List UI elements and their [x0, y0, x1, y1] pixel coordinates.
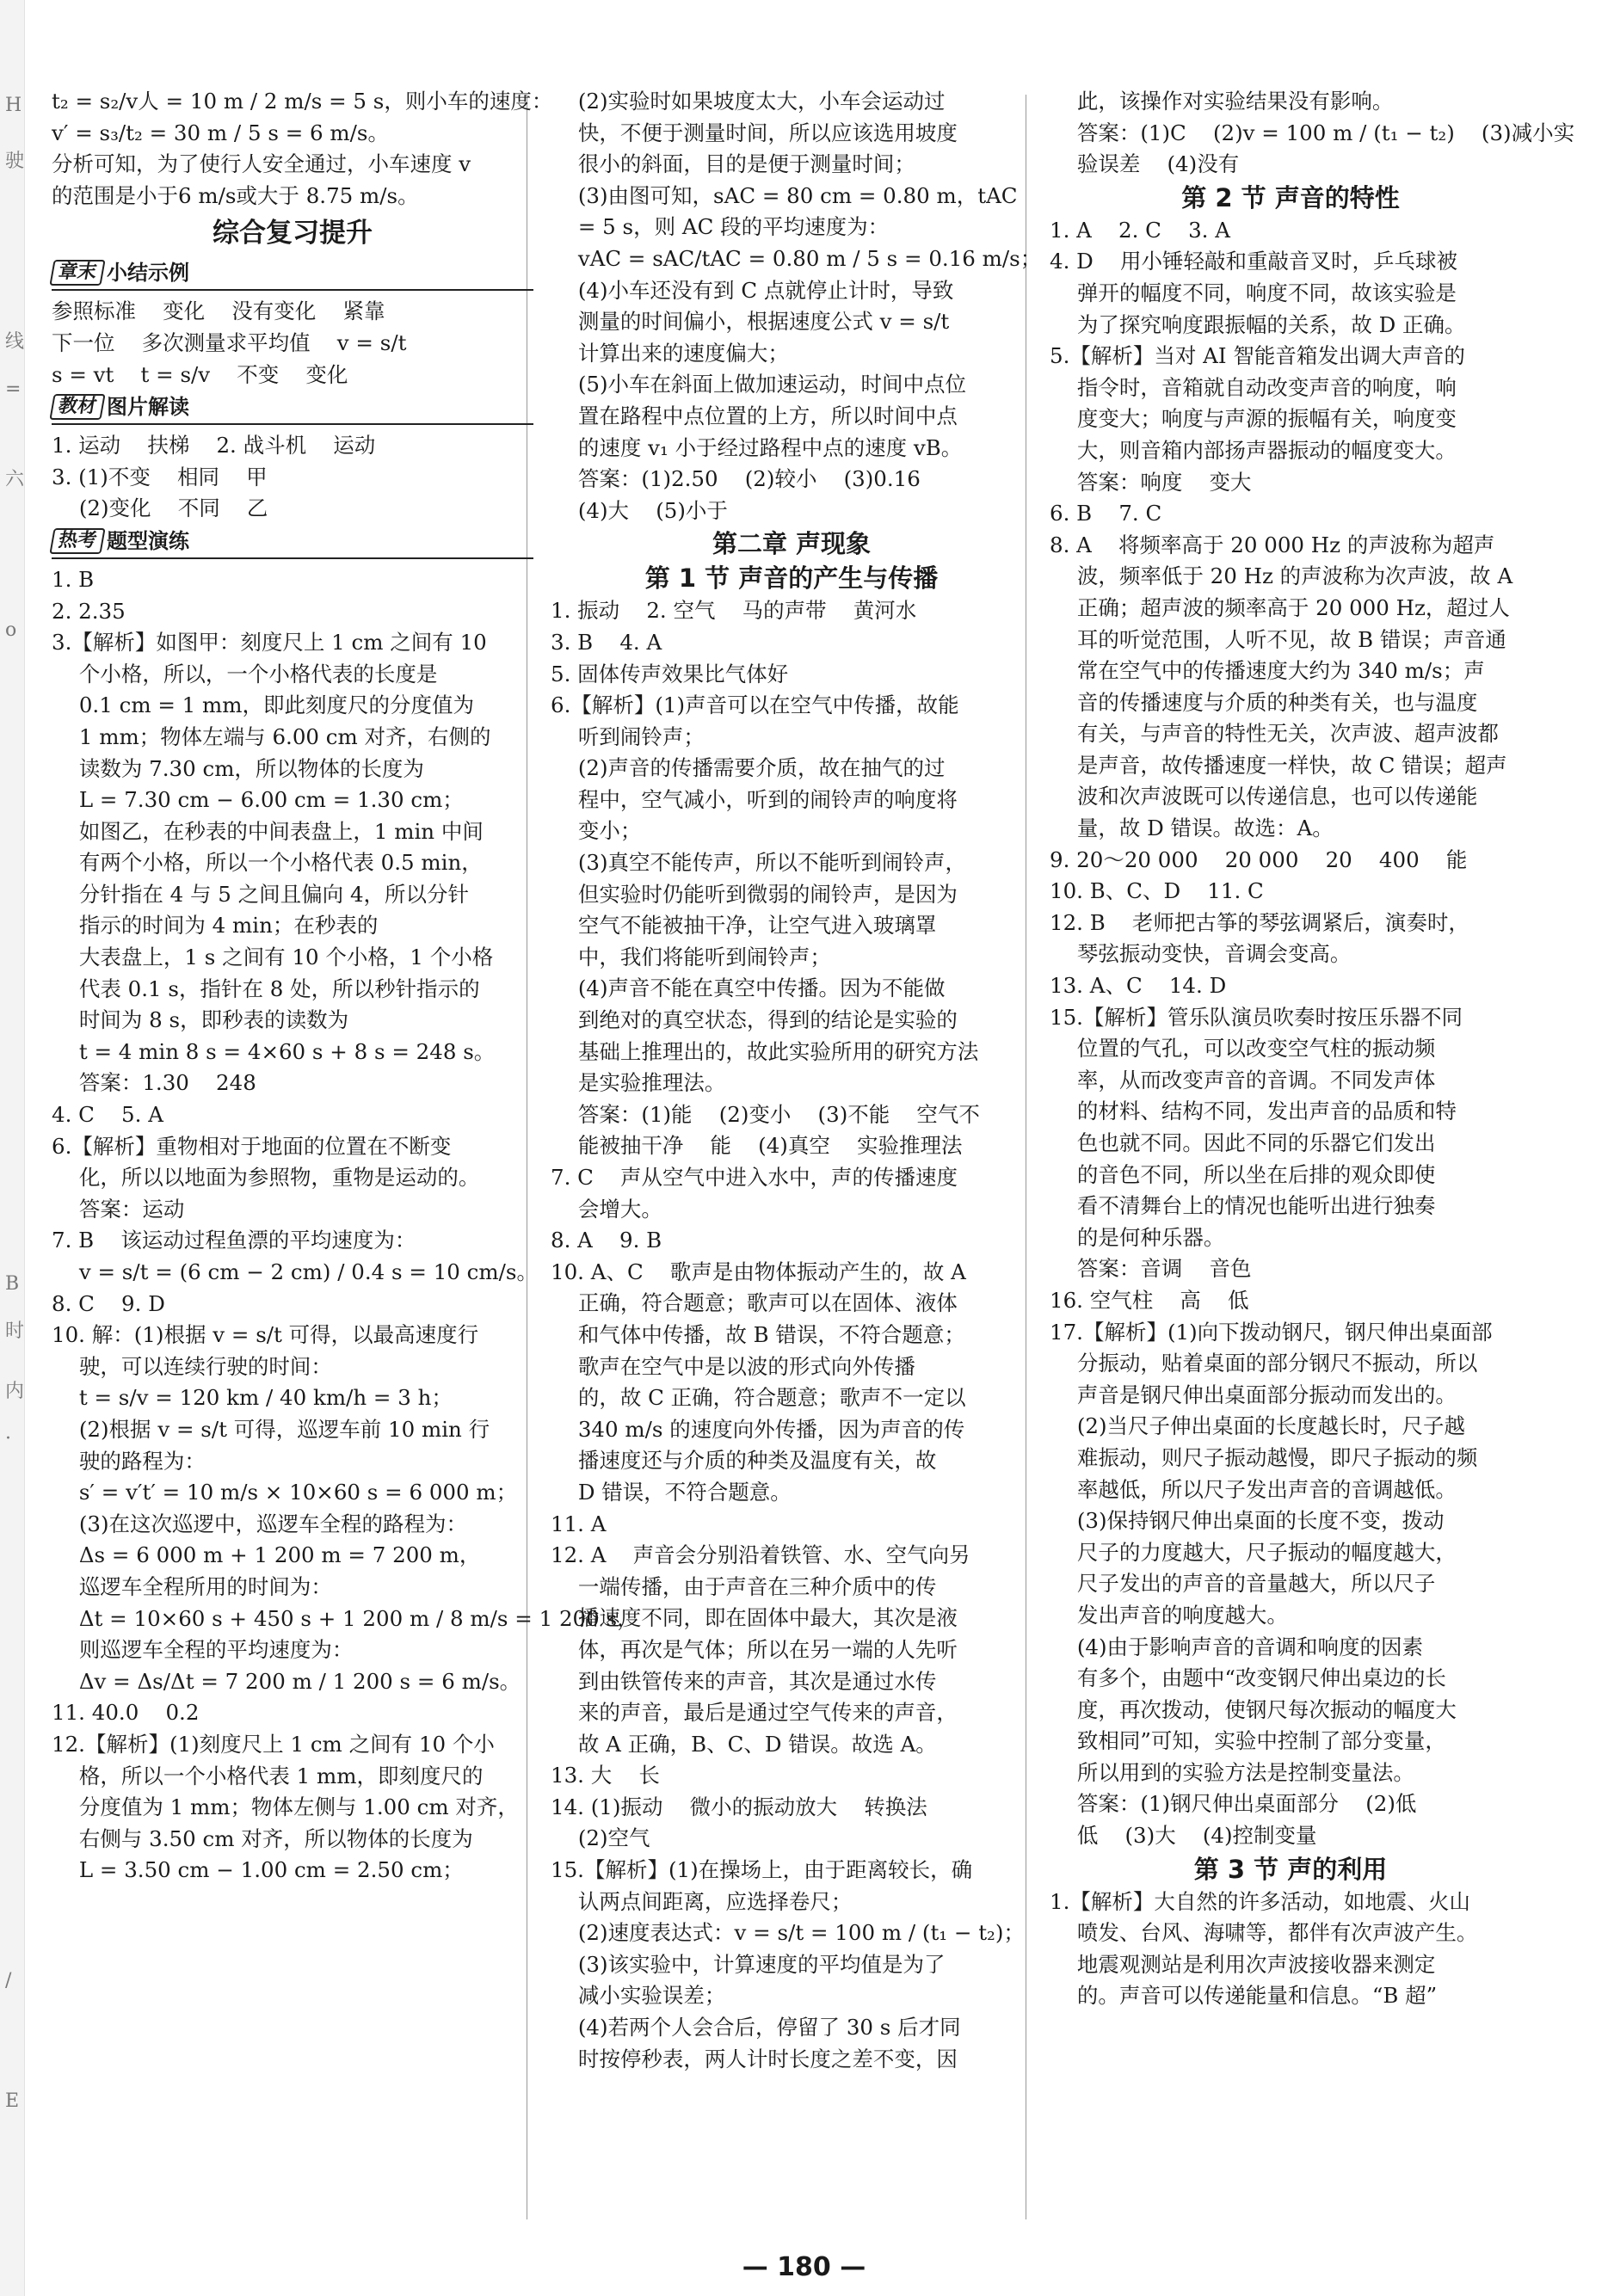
text-line: (3)由图可知，sAC = 80 cm = 0.80 m，tAC — [577, 182, 1018, 208]
text-line: 巡逻车全程所用的时间为： — [78, 1573, 332, 1599]
text-line: 答案：(1)C (2)v = 100 m / (t₁ − t₂) (3)减小实 — [1076, 120, 1575, 145]
text-line: 一端传播，由于声音在三种介质中的传 — [577, 1573, 937, 1599]
text-line: 340 m/s 的速度向外传播，因为声音的传 — [577, 1416, 965, 1442]
text-line: (3)真空不能传声，所以不能听到闹铃声， — [577, 850, 967, 876]
text-line: 1. 振动 2. 空气 马的声带 黄河水 — [551, 598, 917, 624]
text-line: 体，再次是气体；所以在另一端的人先听 — [577, 1636, 958, 1662]
text-line: 尺子的力度越大，尺子振动的幅度越大， — [1076, 1539, 1457, 1565]
section-subheading — [52, 256, 533, 291]
text-line: 1. B — [52, 566, 95, 592]
text-line: 度变大；响度与声源的振幅有关，响度变 — [1076, 406, 1457, 432]
margin-mark: / — [5, 1970, 12, 1991]
text-line: 的是何种乐器。 — [1076, 1224, 1225, 1250]
text-line: 时间为 8 s，即秒表的读数为 — [78, 1007, 349, 1033]
text-line: (4)大 (5)小于 — [577, 497, 728, 523]
column-middle — [551, 86, 1042, 2075]
text-line: 音的传播速度与介质的种类有关，也与温度 — [1076, 689, 1478, 715]
text-line: 1 mm；物体左端与 6.00 cm 对齐，右侧的 — [78, 723, 491, 749]
text-line: 5. 固体传声效果比气体好 — [551, 661, 789, 686]
text-line: 验误差 (4)没有 — [1076, 151, 1240, 177]
text-line: 3. (1)不变 相同 甲 — [52, 464, 268, 489]
text-line: L = 7.30 cm − 6.00 cm = 1.30 cm； — [78, 787, 464, 813]
text-line: 基础上推理出的，故此实验所用的研究方法 — [577, 1038, 979, 1064]
text-line: 测量的时间偏小，根据速度公式 v = s/t — [577, 309, 950, 335]
text-line: (2)当尺子伸出桌面的长度越长时，尺子越 — [1076, 1413, 1466, 1439]
text-line: t = s/v = 120 km / 40 km/h = 3 h； — [78, 1385, 453, 1411]
text-line: 代表 0.1 s，指针在 8 处，所以秒针指示的 — [78, 976, 480, 1001]
text-line: 8. C 9. D — [52, 1290, 165, 1316]
text-line: 10. B、C、D 11. C — [1050, 878, 1264, 904]
text-line: 下一位 多次测量求平均值 v = s/t — [52, 329, 407, 355]
text-line: 4. C 5. A — [52, 1102, 163, 1128]
text-line: = 5 s，则 AC 段的平均速度为： — [577, 214, 890, 240]
text-line: 计算出来的速度偏大； — [577, 340, 789, 366]
margin-mark: · — [5, 1428, 11, 1450]
text-line: 6.【解析】(1)声音可以在空气中传播，故能 — [551, 692, 959, 718]
section-subheading-text: 小结示例 — [107, 261, 190, 286]
text-line: s = vt t = s/v 不变 变化 — [52, 361, 348, 387]
text-line: 大，则音箱内部扬声器振动的幅度变大。 — [1076, 437, 1457, 463]
margin-mark: o — [5, 619, 17, 641]
text-line: 3. B 4. A — [551, 629, 662, 655]
text-line: 看不清舞台上的情况也能听出进行独奏 — [1076, 1193, 1436, 1219]
text-line: 色也就不同。因此不同的乐器它们发出 — [1076, 1130, 1436, 1155]
text-line: 置在路程中点位置的上方，所以时间中点 — [577, 403, 958, 428]
text-line: 率，从而改变声音的音调。不同发声体 — [1076, 1067, 1436, 1093]
text-line: (2)空气 — [577, 1825, 650, 1851]
text-line: 8. A 将频率高于 20 000 Hz 的声波称为超声 — [1050, 532, 1495, 557]
text-line: 此，该操作对实验结果没有影响。 — [1076, 89, 1394, 114]
text-line: 8. A 9. B — [551, 1228, 662, 1253]
text-line: 4. D 用小锤轻敲和重敲音叉时，乒乓球被 — [1050, 249, 1457, 274]
text-line: 程中，空气减小，听到的闹铃声的响度将 — [577, 786, 958, 812]
text-line: (3)在这次巡逻中，巡逻车全程的路程为： — [78, 1511, 468, 1536]
section-tag: 教材 — [49, 394, 105, 420]
text-line: 分振动，贴着桌面的部分钢尺不振动，所以 — [1076, 1351, 1478, 1376]
text-line: 答案：音调 音色 — [1076, 1256, 1252, 1282]
text-line: 难振动，则尺子振动越慢，即尺子振动的频 — [1076, 1444, 1478, 1470]
text-line: 16. 空气柱 高 低 — [1050, 1287, 1249, 1313]
text-line: 0.1 cm = 1 mm，即此刻度尺的分度值为 — [78, 692, 474, 718]
text-line: (4)小车还没有到 C 点就停止计时，导致 — [577, 277, 954, 303]
text-line: 答案：响度 变大 — [1076, 469, 1252, 495]
text-line: (2)速度表达式：v = s/t = 100 m / (t₁ − t₂)； — [577, 1920, 1025, 1946]
text-line: 声音是钢尺伸出桌面部分振动而发出的。 — [1076, 1382, 1457, 1407]
section-subheading — [52, 525, 533, 559]
section-tag: 热考 — [49, 528, 105, 554]
margin-mark: 内 — [5, 1381, 25, 1402]
margin-mark: 线 — [5, 331, 25, 353]
text-line: 指示的时间为 4 min；在秒表的 — [78, 913, 379, 939]
margin-mark: 时 — [5, 1320, 25, 1342]
text-line: 琴弦振动变快，音调会变高。 — [1076, 941, 1352, 967]
text-line: 和气体中传播，故 B 错误，不符合题意； — [577, 1321, 965, 1347]
text-line: 化，所以以地面为参照物，重物是运动的。 — [78, 1165, 480, 1191]
text-line: L = 3.50 cm − 1.00 cm = 2.50 cm； — [78, 1857, 464, 1883]
text-line: 12.【解析】(1)刻度尺上 1 cm 之间有 10 个小 — [52, 1731, 495, 1757]
text-line: (2)变化 不同 乙 — [78, 496, 268, 521]
margin-mark: E — [5, 2090, 20, 2112]
text-line: 快，不便于测量时间，所以应该选用坡度 — [577, 120, 958, 145]
page-number: — 180 — — [742, 2252, 866, 2282]
text-line: 所以用到的实验方法是控制变量法。 — [1076, 1759, 1414, 1785]
text-line: Δt = 10×60 s + 450 s + 1 200 m / 8 m/s = 1 200 s， — [78, 1605, 638, 1631]
text-line: 7. C 声从空气中进入水中，声的传播速度 — [551, 1165, 958, 1190]
text-line: 空气不能被抽干净，让空气进入玻璃罩 — [577, 913, 937, 939]
text-line: (2)实验时如果坡度太大，小车会运动过 — [577, 89, 946, 114]
text-line: 的范围是小于6 m/s或大于 8.75 m/s。 — [52, 182, 419, 208]
text-line: 的速度 v₁ 小于经过路程中点的速度 vB。 — [577, 434, 963, 460]
text-line: 的材料、结构不同，发出声音的品质和特 — [1076, 1099, 1457, 1124]
text-line: 播速度不同，即在固体中最大，其次是液 — [577, 1605, 958, 1631]
text-line: (3)该实验中，计算速度的平均值是为了 — [577, 1951, 946, 1977]
text-line: 故 A 正确，B、C、D 错误。故选 A。 — [577, 1731, 937, 1757]
text-line: 喷发、台风、海啸等，都伴有次声波产生。 — [1076, 1920, 1478, 1946]
section-subheading — [52, 391, 533, 425]
text-line: 是声音，故传播速度一样快，故 C 错误；超声 — [1076, 752, 1507, 778]
text-line: 播速度还与介质的种类及温度有关，故 — [577, 1448, 937, 1474]
binding-margin-strip — [0, 0, 25, 2296]
text-line: 是实验推理法。 — [577, 1070, 726, 1096]
text-line: 指令时，音箱就自动改变声音的响度，响 — [1076, 374, 1457, 400]
text-line: vAC = sAC/tAC = 0.80 m / 5 s = 0.16 m/s； — [577, 245, 1042, 271]
section-heading: 第 2 节 声音的特性 — [1181, 182, 1400, 212]
text-line: 量，故 D 错误。故选：A。 — [1076, 816, 1334, 841]
text-line: s′ = v′t′ = 10 m/s × 10×60 s = 6 000 m； — [78, 1480, 518, 1505]
text-line: 但实验时仍能听到微弱的闹铃声，是因为 — [577, 881, 958, 907]
text-line: 有关，与声音的特性无关，次声波、超声波都 — [1076, 721, 1499, 747]
text-line: 11. A — [551, 1511, 607, 1536]
margin-mark: B — [5, 1273, 20, 1295]
text-line: 驶，可以连续行驶的时间： — [78, 1353, 332, 1379]
text-line: 分针指在 4 与 5 之间且偏向 4，所以分针 — [78, 881, 470, 907]
margin-mark: H — [5, 95, 22, 116]
text-line: t₂ = s₂/v人 = 10 m / 2 m/s = 5 s，则小车的速度： — [52, 89, 553, 114]
text-line: 大表盘上，1 s 之间有 10 个小格，1 个小格 — [78, 945, 494, 970]
text-line: 参照标准 变化 没有变化 紧靠 — [52, 299, 385, 324]
text-line: 10. 解：(1)根据 v = s/t 可得，以最高速度行 — [52, 1322, 479, 1348]
text-line: 地震观测站是利用次声波接收器来测定 — [1076, 1951, 1436, 1977]
text-line: (3)保持钢尺伸出桌面的长度不变，拨动 — [1076, 1508, 1445, 1534]
margin-mark: 驶 — [5, 151, 25, 172]
column-right — [1050, 86, 1575, 2012]
text-line: v = s/t = (6 cm − 2 cm) / 0.4 s = 10 cm/s。 — [78, 1259, 538, 1284]
text-line: 有多个，由题中“改变钢尺伸出桌边的长 — [1076, 1665, 1446, 1691]
text-line: 弹开的幅度不同，响度不同，故该实验是 — [1076, 280, 1457, 305]
text-line: 13. 大 长 — [551, 1763, 660, 1788]
text-line: 答案：(1)2.50 (2)较小 (3)0.16 — [577, 466, 921, 492]
text-line: 1. A 2. C 3. A — [1050, 217, 1230, 243]
text-line: 5.【解析】当对 AI 智能音箱发出调大声音的 — [1050, 343, 1465, 369]
text-line: 6. B 7. C — [1050, 501, 1162, 526]
text-line: t = 4 min 8 s = 4×60 s + 8 s = 248 s。 — [78, 1038, 496, 1064]
text-line: 正确；超声波的频率高于 20 000 Hz，超过人 — [1076, 594, 1510, 620]
text-line: 耳的听觉范围，人听不见，故 B 错误；声音通 — [1076, 626, 1506, 652]
text-line: 为了探究响度跟振幅的关系，故 D 正确。 — [1076, 311, 1466, 337]
text-line: 答案：1.30 248 — [78, 1070, 256, 1096]
text-line: Δv = Δs/Δt = 7 200 m / 1 200 s = 6 m/s。 — [78, 1668, 521, 1694]
text-line: (4)若两个人会合后，停留了 30 s 后才同 — [577, 2015, 961, 2041]
text-line: 答案：(1)能 (2)变小 (3)不能 空气不 — [577, 1101, 980, 1127]
text-line: 时按停秒表，两人计时长度之差不变，因 — [577, 2046, 958, 2071]
text-line: D 错误，不符合题意。 — [577, 1479, 792, 1505]
text-line: 减小实验误差； — [577, 1983, 726, 2009]
text-line: 9. 20～20 000 20 000 20 400 能 — [1050, 846, 1468, 872]
text-line: 13. A、C 14. D — [1050, 973, 1227, 999]
text-line: 答案：运动 — [78, 1196, 185, 1222]
section-subheading-text: 图片解读 — [107, 395, 190, 420]
text-line: 致相同”可知，实验中控制了部分变量， — [1076, 1728, 1446, 1754]
text-line: 12. B 老师把古筝的琴弦调紧后，演奏时， — [1050, 909, 1469, 935]
section-tag: 章末 — [49, 260, 105, 286]
text-line: 的，故 C 正确，符合题意；歌声不一定以 — [577, 1385, 966, 1411]
text-line: 的音色不同，所以坐在后排的观众即使 — [1076, 1161, 1436, 1187]
text-line: 波，频率低于 20 Hz 的声波称为次声波，故 A — [1076, 563, 1513, 589]
text-line: 尺子发出的声音的音量越大，所以尺子 — [1076, 1571, 1436, 1597]
text-line: 7. B 该运动过程鱼漂的平均速度为： — [52, 1228, 416, 1253]
text-line: 10. A、C 歌声是由物体振动产生的，故 A — [551, 1259, 966, 1284]
text-line: (2)根据 v = s/t 可得，巡逻车前 10 min 行 — [78, 1416, 490, 1442]
section-heading: 第 3 节 声的利用 — [1193, 1854, 1388, 1884]
text-line: 度，再次拨动，使钢尺每次振动的幅度大 — [1076, 1696, 1457, 1722]
text-line: 格，所以一个小格代表 1 mm，即刻度尺的 — [78, 1763, 484, 1788]
text-line: 答案：(1)钢尺伸出桌面部分 (2)低 — [1076, 1791, 1417, 1817]
text-line: v′ = s₃/t₂ = 30 m / 5 s = 6 m/s。 — [52, 120, 389, 145]
text-line: 波和次声波既可以传递信息，也可以传递能 — [1076, 784, 1478, 809]
section-heading: 综合复习提升 — [213, 218, 373, 249]
text-line: (4)声音不能在真空中传播。因为不能做 — [577, 976, 946, 1001]
text-line: 认两点间距离，应选择卷尺； — [577, 1888, 853, 1914]
text-line: 2. 2.35 — [52, 598, 126, 624]
text-line: 正确，符合题意；歌声可以在固体、液体 — [577, 1290, 958, 1316]
margin-mark: 六 — [5, 469, 25, 490]
text-line: 15.【解析】管乐队演员吹奏时按压乐器不同 — [1050, 1004, 1463, 1030]
text-line: 会增大。 — [577, 1196, 662, 1222]
text-line: 驶的路程为： — [78, 1448, 206, 1474]
text-line: 来的声音，最后是通过空气传来的声音， — [577, 1700, 958, 1726]
text-line: 常在空气中的传播速度大约为 340 m/s；声 — [1076, 658, 1485, 684]
text-line: 17.【解析】(1)向下拨动钢尺，钢尺伸出桌面部 — [1050, 1319, 1493, 1345]
text-line: 个小格，所以，一个小格代表的长度是 — [78, 661, 438, 686]
text-line: 3.【解析】如图甲：刻度尺上 1 cm 之间有 10 — [52, 630, 487, 656]
text-line: 的。声音可以传递能量和信息。“B 超” — [1076, 1983, 1438, 2009]
text-line: 14. (1)振动 微小的振动放大 转换法 — [551, 1794, 927, 1819]
text-line: (2)声音的传播需要介质，故在抽气的过 — [577, 755, 946, 781]
section-heading: 第 1 节 声音的产生与传播 — [644, 563, 939, 594]
text-line: 6.【解析】重物相对于地面的位置在不断变 — [52, 1133, 452, 1159]
section-heading: 第二章 声现象 — [712, 529, 872, 559]
text-line: 12. A 声音会分别沿着铁管、水、空气向另 — [551, 1542, 970, 1568]
text-line: 15.【解析】(1)在操场上，由于距离较长，确 — [551, 1857, 973, 1883]
text-line: 读数为 7.30 cm，所以物体的长度为 — [78, 755, 424, 781]
text-line: 1. 运动 扶梯 2. 战斗机 运动 — [52, 433, 376, 459]
text-line: 位置的气孔，可以改变空气柱的振动频 — [1076, 1036, 1436, 1062]
text-line: 听到闹铃声； — [577, 723, 705, 749]
margin-mark: = — [5, 379, 22, 400]
text-line: 右侧与 3.50 cm 对齐，所以物体的长度为 — [78, 1825, 473, 1851]
text-line: 发出声音的响度越大。 — [1076, 1602, 1288, 1628]
text-line: 歌声在空气中是以波的形式向外传播 — [577, 1353, 915, 1379]
text-line: 11. 40.0 0.2 — [52, 1700, 200, 1726]
section-subheading-text: 题型演练 — [107, 528, 190, 553]
text-line: (4)由于影响声音的音调和响度的因素 — [1076, 1634, 1424, 1659]
text-line: 变小； — [577, 818, 642, 844]
text-line: 率越低，所以尺子发出声音的音调越低。 — [1076, 1476, 1457, 1502]
text-line: 到由铁管传来的声音，其次是通过水传 — [577, 1668, 937, 1694]
text-line: 1.【解析】大自然的许多活动，如地震、火山 — [1050, 1888, 1470, 1914]
text-line: 分析可知，为了使行人安全通过，小车速度 v — [52, 151, 471, 177]
text-line: 则巡逻车全程的平均速度为： — [78, 1637, 354, 1663]
text-line: 有两个小格，所以一个小格代表 0.5 min， — [78, 850, 483, 876]
text-line: 分度值为 1 mm；物体左侧与 1.00 cm 对齐， — [78, 1794, 519, 1820]
text-line: 到绝对的真空状态，得到的结论是实验的 — [577, 1007, 958, 1033]
text-line: 中，我们将能听到闹铃声； — [577, 944, 831, 969]
text-line: 如图乙，在秒表的中间表盘上，1 min 中间 — [78, 818, 484, 844]
text-line: 能被抽干净 能 (4)真空 实验推理法 — [577, 1133, 963, 1159]
text-line: (5)小车在斜面上做加速运动，时间中点位 — [577, 372, 967, 397]
text-line: Δs = 6 000 m + 1 200 m = 7 200 m， — [78, 1542, 481, 1568]
text-line: 很小的斜面，目的是便于测量时间； — [577, 151, 915, 177]
text-line: 低 (3)大 (4)控制变量 — [1076, 1823, 1317, 1849]
